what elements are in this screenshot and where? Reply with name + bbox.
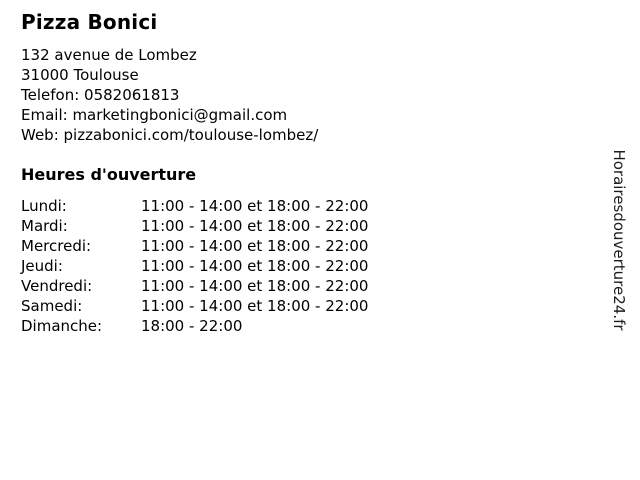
page-title: Pizza Bonici: [21, 10, 158, 34]
table-row: [21, 276, 640, 296]
address-line-2: 31000 Toulouse: [21, 66, 139, 84]
address-line-1: 132 avenue de Lombez: [21, 46, 197, 64]
time-value: 11:00 - 14:00 et 18:00 - 22:00: [141, 217, 369, 235]
web-line: Web: pizzabonici.com/toulouse-lombez/: [21, 126, 319, 144]
time-value: 11:00 - 14:00 et 18:00 - 22:00: [141, 237, 369, 255]
time-value: 11:00 - 14:00 et 18:00 - 22:00: [141, 297, 369, 315]
email-line: Email: marketingbonici@gmail.com: [21, 106, 288, 124]
table-row: [21, 216, 640, 236]
table-row: [21, 196, 640, 216]
table-row: [21, 256, 640, 276]
time-value: 11:00 - 14:00 et 18:00 - 22:00: [141, 277, 369, 295]
site-watermark: Horairesdouverture24.fr: [610, 149, 628, 331]
day-label: Vendredi:: [21, 277, 93, 295]
day-label: Dimanche:: [21, 317, 103, 335]
day-label: Samedi:: [21, 297, 83, 315]
table-row: [21, 296, 640, 316]
contact-block: [21, 45, 640, 145]
opening-hours-table: [21, 196, 640, 336]
time-value: 18:00 - 22:00: [141, 317, 243, 335]
table-row: [21, 236, 640, 256]
opening-hours-heading: Heures d'ouverture: [21, 165, 197, 184]
table-row: [21, 316, 640, 336]
day-label: Mercredi:: [21, 237, 92, 255]
phone-line: Telefon: 0582061813: [21, 86, 180, 104]
time-value: 11:00 - 14:00 et 18:00 - 22:00: [141, 197, 369, 215]
day-label: Lundi:: [21, 197, 67, 215]
time-value: 11:00 - 14:00 et 18:00 - 22:00: [141, 257, 369, 275]
day-label: Jeudi:: [21, 257, 63, 275]
day-label: Mardi:: [21, 217, 68, 235]
